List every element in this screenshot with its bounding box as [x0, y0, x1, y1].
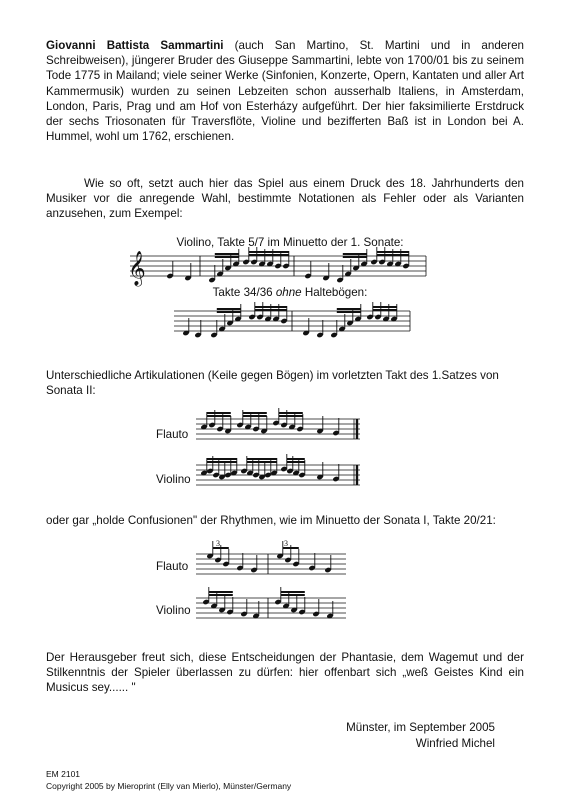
intro-text: (auch San Martino, St. Martini und in anderen Schreibweisen), jüngerer Bruder des Giuseppe Sammartini, lebte von 1700/01 bis zu seinem Tode 1775 in Mailand; viele seiner Werke (Sinfonien, Konzerte, Opern, Kantaten und aller Art Kammermusik) wurden zu seinen Lebzeiten schon ausserhalb Italiens, in Amsterdam, London, Paris, Prag und am Hof von Esterházy aufgeführt. Der hier faksimilierte Erstdruck der sechs Triosonaten für Traversflöte, Violine und bezifferten Baß ist in London bei A. Hummel, wohl um 1762, erschienen.: [46, 39, 524, 144]
example2-caption: Takte 34/36 ohne Haltebögen:: [212, 286, 368, 299]
flauto-label-2: Flauto: [156, 560, 189, 573]
triplet-mark-1: 3: [216, 539, 220, 548]
editor-name: Winfried Michel: [415, 737, 495, 750]
example1-caption: Violino, Takte 5/7 im Minuetto der 1. Sonate:: [176, 236, 404, 249]
violino-label-1: Violino: [156, 473, 191, 486]
music-example-2: [174, 305, 414, 349]
flauto-label-1: Flauto: [156, 428, 189, 441]
music-example-3-violino: [196, 457, 366, 493]
closing-paragraph: Der Herausgeber freut sich, diese Entscheidungen der Phantasie, dem Wagemut und der Stilkenntnis der Spieler überlassen zu dürfen: hier offenbart sich „weß Geistes Kind ein Musicus sey...... ": [46, 651, 524, 695]
music-example-3-flauto: [196, 411, 366, 447]
violino-label-2: Violino: [156, 604, 191, 617]
music-example-4-flauto: [196, 538, 356, 582]
variant-paragraph: Wie so oft, setzt auch hier das Spiel aus einem Druck des 18. Jahrhunderts den Musiker vor die anregende Wahl, bestimmte Notationen als Fehler oder als Varianten anzusehen, zum Exempel:: [46, 177, 524, 221]
copyright-notice: Copyright 2005 by Mieroprint (Elly van Mierlo), Münster/Germany: [46, 781, 292, 791]
articulation-paragraph: Unterschiedliche Artikulationen (Keile gegen Bögen) im vorletzten Takt des 1.Satzes von Sonata II:: [46, 369, 499, 398]
signature-block: [300, 720, 495, 752]
catalog-number: EM 2101: [46, 769, 81, 779]
music-example-4-violino: [196, 588, 356, 628]
triplet-mark-2: 3: [284, 539, 288, 548]
composer-name: Giovanni Battista Sammartini: [46, 39, 224, 52]
svg-text:𝄞: 𝄞: [128, 251, 146, 286]
footer: [46, 768, 291, 792]
place-date: Münster, im September 2005: [346, 721, 495, 734]
intro-paragraph: [46, 38, 524, 144]
rhythm-paragraph: oder gar „holde Confusionen" der Rhythmen, wie im Minuetto der Sonata I, Takte 20/21:: [46, 514, 496, 527]
